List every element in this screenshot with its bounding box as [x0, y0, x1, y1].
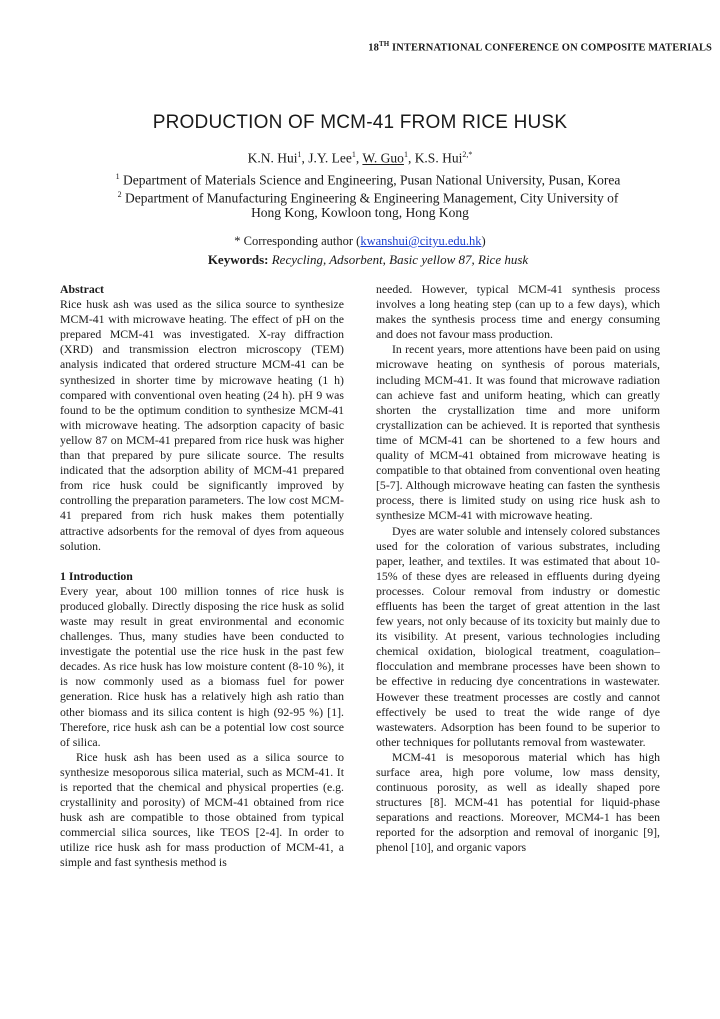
author-name: K.S. Hui — [414, 150, 463, 166]
abstract-heading: Abstract — [60, 282, 104, 296]
left-column — [60, 282, 344, 871]
keywords — [0, 252, 720, 268]
author-affiliation-mark: 2,* — [462, 150, 473, 159]
header-text: INTERNATIONAL CONFERENCE ON COMPOSITE MATERIALS — [389, 42, 712, 54]
body-paragraph: Dyes are water soluble and intensely colored substances used for the coloration of various substrates, including paper, leather, and textiles. It was estimated that about 10-15% of these dyes are released in effluents during dyeing processes. Colour removal from industry or domestic effluents has been the target of great attention in the last few years, not only because of its toxicity but mainly due to its visibility. At present, various technologies including chemical oxidation, biological treatment, coagulation–flocculation and membrane processes have been shown to be effective in reducing dye concentrations in wastewater. However these treatment processes are costly and cannot effectively be used to treat the wide range of dye wastewaters. Adsorption has been found to be superior to other techniques for pollutants removal from wastewater. — [376, 523, 660, 749]
abstract-text: Rice husk ash was used as the silica source to synthesize MCM-41 with microwave heating. The effect of pH on the prepared MCM-41 was investigated. X-ray diffraction (XRD) and transmission electron microscopy (TEM) analysis indicated that ordered structure MCM-41 can be synthesized in shorter time by microwave heating (1 h) compared with conventional oven heating (24 h). pH 9 was found to be the optimum condition to synthesize MCM-41 with microwave heating. The adsorption capacity of basic yellow 87 on MCM-41 prepared from rice husk was higher than that prepared by pure silicate source. The results indicated that the adsorption ability of MCM-41 prepared from rice husk could be significantly improved by controlling the preparation parameters. The low cost MCM-41 prepared from rich husk makes them potentially attractive adsorbents for the removal of dyes from aqueous solution. — [60, 297, 344, 553]
body-paragraph: MCM-41 is mesoporous material which has high surface area, high pore volume, low mass density, continuous porosity, as well as ideally shaped pore structures [8]. MCM-41 has potential for liquid-phase separations and reactions. Moreover, MCM4-1 has been reported for the adsorption and removal of inorganic [9], phenol [10], and organic vapors — [376, 749, 660, 855]
corresponding-author: * Corresponding author (kwanshui@cityu.edu.hk) — [234, 234, 486, 248]
author-name: K.N. Hui — [247, 150, 298, 166]
author-list: K.N. Hui$^1$, J.Y. Lee$^1$, W. Guo$^1$, K.S. Hui$^{2,*}$ — [247, 150, 473, 166]
affiliation-2-continued: Hong Kong, Kowloon tong, Hong Kong — [251, 205, 469, 220]
introduction-heading: 1 Introduction — [60, 568, 133, 583]
affiliation-1: $^1$ Department of Materials Science and Engineering, Pusan National University, Pusan, Korea — [115, 172, 621, 188]
body-paragraph: In recent years, more attentions have been paid on using microwave heating on synthesis of porous materials, including MCM-41. It was found that microwave radiation can achieve fast and uniform heating, which can greatly shorten the crystallization time and more uniform crystallization can be achieved. It is reported that synthesis time of MCM-41 can be shortened to a few hours and quality of MCM-41 obtained from microwave heating is compatible to that obtained from conventional oven heating [5-7]. Although microwave heating can fasten the synthesis process, there is limited study on using rice husk ash to synthesize MCM-41 with microwave heating. — [376, 342, 660, 523]
corresponding-email-link[interactable]: kwanshui@cityu.edu.hk — [360, 234, 482, 248]
conference-header — [0, 40, 712, 54]
author-affiliation-mark: 1 — [297, 150, 302, 159]
keywords-label: Keywords: — [207, 252, 269, 267]
author-affiliation-mark: 1 — [403, 150, 408, 159]
right-column — [376, 282, 660, 856]
header-superscript: TH — [379, 40, 390, 48]
body-paragraph: needed. However, typical MCM-41 synthesis process involves a long heating step (can up to a few days), which makes the synthesis process time and energy consuming and does not favour mass production. — [376, 282, 660, 342]
keywords-text: Recycling, Adsorbent, Basic yellow 87, Rice husk — [268, 252, 529, 267]
author-name: W. Guo — [362, 150, 404, 166]
intro-paragraph: Every year, about 100 million tonnes of rice husk is produced globally. Directly disposing the rice husk as solid waste may result in great environmental and economic challenges. Thus, many studies have been conducted to investigate the potential use the rice husk in the past few decades. As rice husk has low moisture content (8-10 %), it is now commonly used as a biomass fuel for power generation. Rice husk has a relatively high ash ratio than other biomass and its silica content is high (92-95 %) [1]. Therefore, rice husk ash can be a potential low cost source of silica. — [60, 583, 344, 749]
header-number: 18 — [368, 42, 379, 54]
intro-paragraph: Rice husk ash has been used as a silica source to synthesize mesoporous silica material, such as MCM-41. It is reported that the chemical and physical properties (e.g. crystallinity and porosity) of MCM-41 obtained from rice husk ash are compatible to those obtained from typical commercial silica sources, like TEOS [2-4]. In order to utilize rice husk ash for mass production of MCM-41, a simple and fast synthesis method is — [60, 749, 344, 870]
affiliation-2: $^2$ Department of Manufacturing Engineering & Engineering Management, City University of — [117, 190, 619, 206]
author-affiliation-mark: 1 — [351, 150, 356, 159]
author-name: J.Y. Lee — [308, 150, 352, 166]
paper-title: PRODUCTION OF MCM-41 FROM RICE HUSK — [152, 112, 568, 133]
